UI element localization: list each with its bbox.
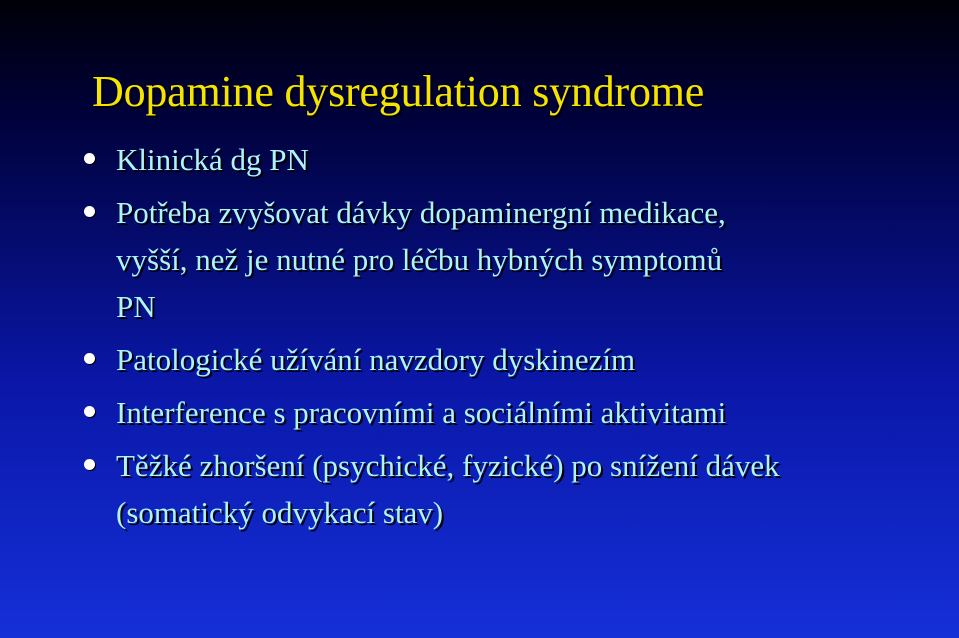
bullet-text: Těžké zhoršení (psychické, fyzické) po snížení dávek (somatický odvykací stav) [116, 448, 780, 530]
bullet-list [78, 136, 938, 542]
list-item [78, 189, 938, 330]
bullet-text: Interference s pracovními a sociálními aktivitami [116, 395, 727, 430]
bullet-icon [84, 206, 95, 217]
list-item [78, 136, 938, 183]
bullet-text: Patologické užívání navzdory dyskinezím [116, 342, 636, 377]
list-item [78, 336, 938, 383]
list-item [78, 442, 938, 536]
bullet-icon [84, 459, 95, 470]
bullet-text: Klinická dg PN [116, 142, 309, 177]
bullet-icon [84, 406, 95, 417]
bullet-icon [84, 153, 95, 164]
bullet-text: Potřeba zvyšovat dávky dopaminergní medikace, vyšší, než je nutné pro léčbu hybných symptomů PN [116, 195, 726, 324]
bullet-icon [84, 353, 95, 364]
list-item [78, 389, 938, 436]
slide-title: Dopamine dysregulation syndrome [92, 67, 705, 116]
